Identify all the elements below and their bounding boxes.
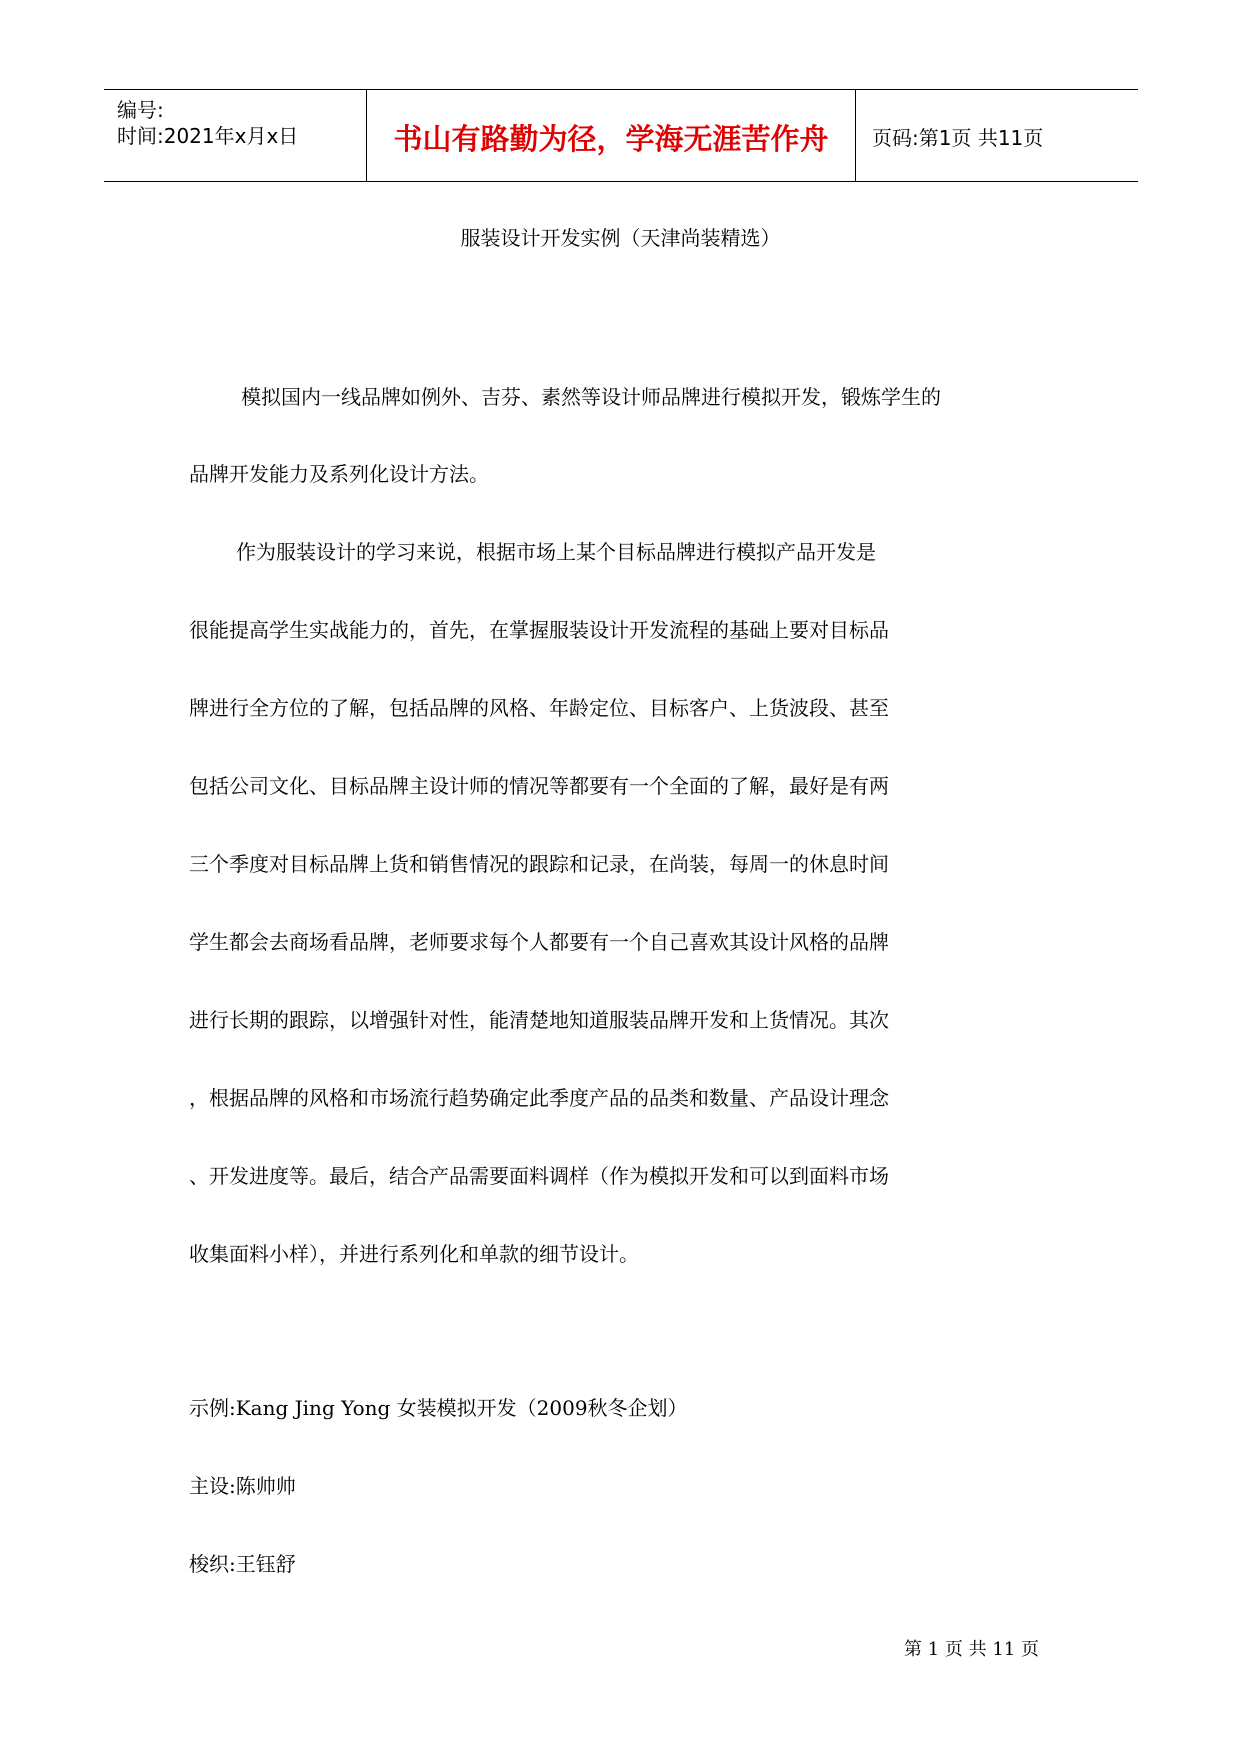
paragraph-line: 三个季度对目标品牌上货和销售情况的跟踪和记录，在尚装，每周一的休息时间 (189, 852, 889, 876)
header-page-cell (856, 90, 1138, 181)
paragraph-line: 作为服装设计的学习来说，根据市场上某个目标品牌进行模拟产品开发是 (236, 540, 876, 564)
paragraph-line: ，根据品牌的风格和市场流行趋势确定此季度产品的品类和数量、产品设计理念 (189, 1086, 889, 1110)
document-date: 时间:2021年x月x日 (117, 124, 299, 148)
paragraph-line: 收集面料小样），并进行系列化和单款的细节设计。 (189, 1242, 639, 1266)
paragraph-line: 牌进行全方位的了解，包括品牌的风格、年龄定位、目标客户、上货波段、甚至 (189, 696, 889, 720)
designer-line: 主设:陈帅帅 (189, 1474, 296, 1498)
paragraph-line: 、开发进度等。最后，结合产品需要面料调样（作为模拟开发和可以到面料市场 (189, 1164, 889, 1188)
paragraph-line: 包括公司文化、目标品牌主设计师的情况等都要有一个全面的了解，最好是有两 (189, 774, 889, 798)
document-header (104, 89, 1138, 182)
header-page-code: 页码:第1页 共11页 (872, 126, 1044, 150)
paragraph-line: 很能提高学生实战能力的，首先，在掌握服装设计开发流程的基础上要对目标品 (189, 618, 889, 642)
paragraph-line: 模拟国内一线品牌如例外、吉芬、素然等设计师品牌进行模拟开发，锻炼学生的 (241, 385, 941, 409)
paragraph-line: 进行长期的跟踪，以增强针对性，能清楚地知道服装品牌开发和上货情况。其次 (189, 1008, 889, 1032)
document-number-label: 编号: (117, 98, 164, 122)
page-footer: 第 1 页 共 11 页 (904, 1639, 1039, 1660)
proofreader-line: 梭织:王钰舒 (189, 1552, 296, 1576)
header-motto-cell (367, 90, 856, 181)
paragraph-line: 学生都会去商场看品牌，老师要求每个人都要有一个自己喜欢其设计风格的品牌 (189, 930, 889, 954)
header-info-cell (104, 90, 367, 181)
example-line: 示例:Kang Jing Yong 女装模拟开发（2009秋冬企划） (189, 1396, 688, 1420)
header-motto: 书山有路勤为径，学海无涯苦作舟 (393, 122, 829, 156)
paragraph-line: 品牌开发能力及系列化设计方法。 (189, 462, 489, 486)
document-title: 服装设计开发实例（天津尚装精选） (460, 226, 781, 250)
